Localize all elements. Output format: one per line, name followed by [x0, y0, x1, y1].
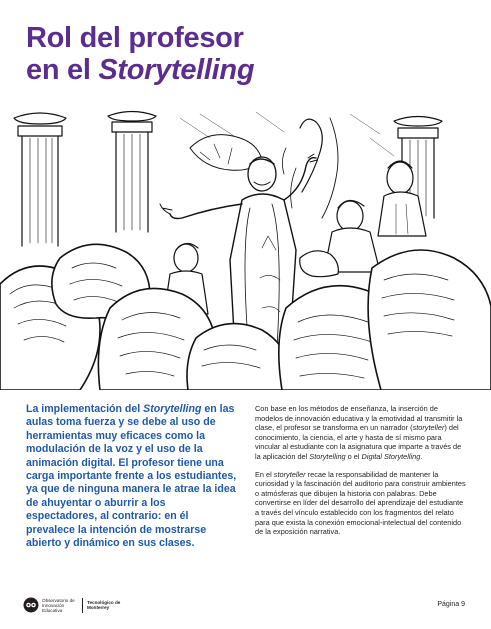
body-column	[255, 404, 467, 545]
lead-text-1: La implementación del	[26, 403, 144, 415]
page-number: Página 9	[437, 601, 465, 608]
body-p1-text-1: Con base en los métodos de enseñanza, la inserción de modelos de innovación educativa y la emotividad al transmitir la clase, el profesor se transforma en un narrador (	[255, 404, 463, 433]
column-left	[14, 113, 66, 246]
body-p1-italic-1: storyteller	[412, 423, 445, 433]
column-left-2	[108, 112, 156, 233]
lead-italic-storytelling: Storytelling	[143, 403, 202, 415]
page-title	[26, 22, 466, 86]
body-p2-text-2: recae la responsabilidad de mantener la curiosidad y la fascinación del auditorio para construir ambientes o atmósferas que dibujen la historia con palabras. Debe convertirse en líder del desarrollo del aprendizaje del estudiante a través del vínculo establecido con los fragmentos del relato para que exista la conexión emocional-intelectual del contenido de la exposición narrativa.	[255, 469, 466, 537]
classroom-illustration	[0, 108, 491, 390]
body-paragraph-2	[255, 470, 467, 537]
student-right	[378, 161, 426, 236]
body-paragraph-1	[255, 404, 467, 462]
body-p1-text-3: o el	[345, 451, 362, 461]
body-p1-italic-2: Storytelling	[309, 451, 346, 461]
lead-paragraph	[26, 403, 238, 550]
body-p1-text-4: .	[420, 451, 423, 461]
body-p2-text-1: En el	[255, 469, 274, 479]
logo-divider	[82, 598, 83, 613]
body-p1-italic-3: Digital Storytelling	[361, 451, 421, 461]
title-line-2-italic: Storytelling	[98, 54, 255, 86]
lead-text-2: en las aulas toma fuerza y se debe al uso de herramientas muy eficaces como la modulación de la voz y el uso de la animación digital. El profesor tiene una carga importante frente a los estudiantes, ya que de ninguna manera le atrae la idea de ahuyentar o aburrir a los espectadores, al contrario: en él prevalece la intención de mostrarse abierto y dinámico en sus clases.	[26, 403, 237, 550]
footer-logos	[23, 597, 129, 613]
tec-logo-text: Tecnológico de Monterrey	[87, 600, 121, 610]
observatorio-logo-icon	[23, 597, 39, 613]
body-p1-text-2: ) del conocimiento, la ciencia, el arte y hasta de sí mismo para vincular al estudiante con la asignatura que imparte a través de la aplicación del	[255, 423, 462, 461]
body-p2-italic-1: storyteller	[273, 469, 306, 479]
title-line-1: Rol del profesor	[26, 22, 244, 54]
observatorio-logo-text: Observatorio de Innovación Educativa	[42, 597, 75, 613]
title-line-2-prefix: en el	[26, 54, 99, 86]
